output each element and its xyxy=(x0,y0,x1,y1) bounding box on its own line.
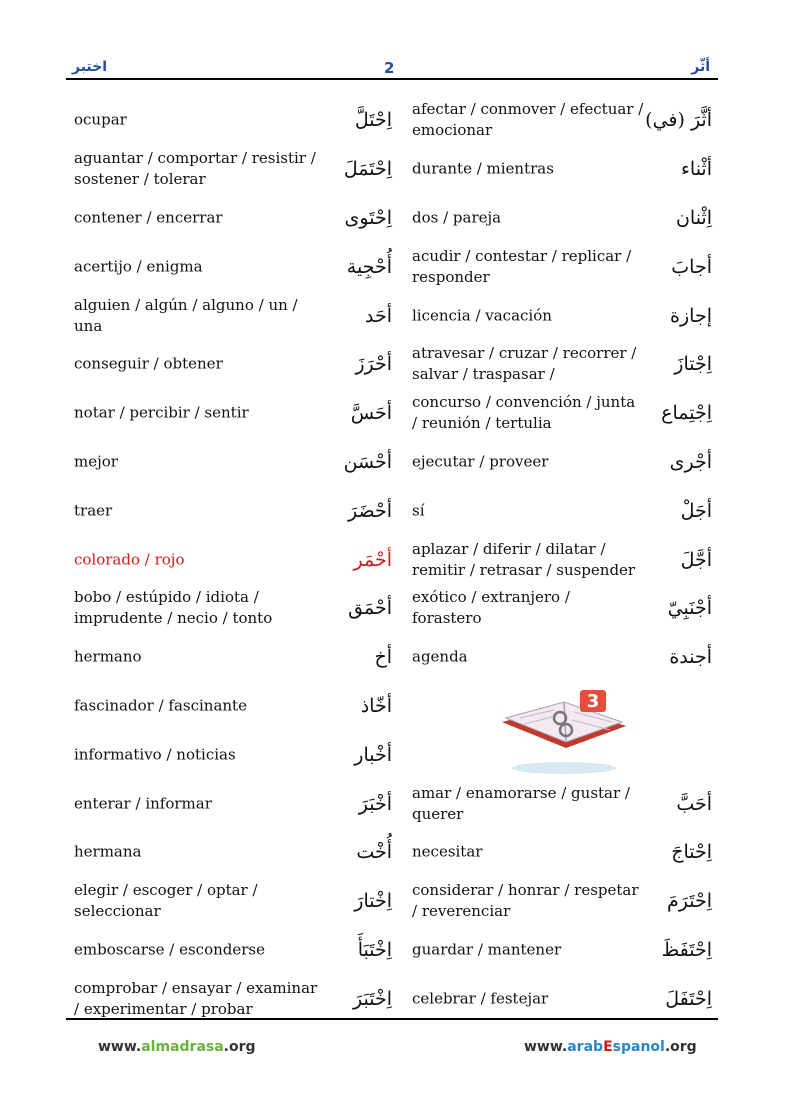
agenda-book-icon xyxy=(494,682,634,778)
arabic-word: اِثْنان xyxy=(675,206,712,229)
arabic-word: أخْبار xyxy=(354,743,392,766)
spanish-translation: notar / percibir / sentir xyxy=(74,403,249,422)
footer-link-arabespanol[interactable]: www.arabEspanol.org xyxy=(524,1039,697,1055)
arabic-word: أُخْت xyxy=(356,841,392,864)
arabic-word: إجازة xyxy=(670,304,712,327)
vocab-entry-right xyxy=(404,828,718,877)
vocabulary-table xyxy=(66,96,718,1023)
arabic-word: أجابَ xyxy=(671,255,712,278)
spanish-translation: durante / mientras xyxy=(412,159,554,178)
arabic-word: اِحْتَمَلَ xyxy=(343,158,392,181)
vocab-entry-right xyxy=(404,438,718,487)
spanish-translation: aplazar / diferir / dilatar / remitir / retrasar / suspender xyxy=(412,539,636,579)
spanish-translation: atravesar / cruzar / recorrer / salvar / traspasar / xyxy=(412,344,637,384)
vocab-entry-left xyxy=(66,828,392,877)
arabic-word: أحْسَن xyxy=(343,450,392,473)
arabic-word: اِحْتَفَلَ xyxy=(665,987,712,1010)
arabic-word: اِحْتاجَ xyxy=(671,841,712,864)
vocab-entry-right xyxy=(404,877,718,926)
vocab-entry-left xyxy=(66,340,392,389)
spanish-translation: elegir / escoger / optar / seleccionar xyxy=(74,881,258,921)
spanish-translation: enterar / informar xyxy=(74,794,212,813)
vocab-entry-left xyxy=(66,438,392,487)
arabic-word: أجَلْ xyxy=(680,499,712,522)
vocab-row xyxy=(66,340,718,389)
vocab-row xyxy=(66,584,718,633)
vocab-entry-right xyxy=(404,974,718,1023)
vocab-entry-right xyxy=(404,291,718,340)
spanish-translation: afectar / conmover / efectuar / emocionar xyxy=(412,100,644,140)
spanish-translation: sí xyxy=(412,501,425,520)
vocab-row xyxy=(66,877,718,926)
vocab-row xyxy=(66,389,718,438)
vocab-entry-left xyxy=(66,242,392,291)
spanish-translation: comprobar / ensayar / examinar / experimentar / probar xyxy=(74,978,318,1018)
arabic-word: أجْرى xyxy=(669,450,712,473)
vocab-entry-left xyxy=(66,730,392,779)
vocab-row xyxy=(66,438,718,487)
footer-link-almadrasa[interactable]: www.almadrasa.org xyxy=(98,1039,256,1055)
vocab-row xyxy=(66,926,718,975)
spanish-translation: celebrar / festejar xyxy=(412,989,549,1008)
spanish-translation: licencia / vacación xyxy=(412,306,552,325)
vocab-row xyxy=(66,974,718,1023)
spanish-translation: acertijo / enigma xyxy=(74,257,203,276)
arabic-word: أخّاذ xyxy=(360,694,392,717)
vocab-entry-left xyxy=(66,926,392,975)
spanish-translation: fascinador / fascinante xyxy=(74,696,247,715)
arabic-word: أخ xyxy=(374,646,392,669)
arabic-word: أحَسَّ xyxy=(350,402,392,425)
spanish-translation: emboscarse / esconderse xyxy=(74,940,266,959)
vocab-entry-right xyxy=(404,584,718,633)
spanish-translation: hermano xyxy=(74,647,142,666)
vocab-entry-right xyxy=(404,779,718,828)
spanish-translation: colorado / rojo xyxy=(74,550,185,569)
vocab-entry-left xyxy=(66,974,392,1023)
arabic-word: اِحْتَفَظَ xyxy=(661,938,712,961)
vocab-entry-left xyxy=(66,779,392,828)
vocab-entry-left xyxy=(66,682,392,731)
vocab-entry-right xyxy=(404,926,718,975)
arabic-word: أجْنَبِيّ xyxy=(667,597,712,620)
vocab-row xyxy=(66,779,718,828)
vocab-entry-right xyxy=(404,145,718,194)
vocab-entry-right xyxy=(404,96,718,145)
arabic-word: اِخْتَبَأَ xyxy=(357,938,392,961)
arabic-word: اِجْتازَ xyxy=(674,353,712,376)
arabic-word: أجَّلَ xyxy=(680,548,712,571)
spanish-translation: dos / pareja xyxy=(412,208,502,227)
vocab-row xyxy=(66,291,718,340)
vocab-row xyxy=(66,828,718,877)
vocab-entry-left xyxy=(66,96,392,145)
arabic-word: أخْبَرَ xyxy=(358,792,392,815)
agenda-date-number: 3 xyxy=(586,691,600,712)
arabic-word: أحْضَرَ xyxy=(348,499,392,522)
spanish-translation: acudir / contestar / replicar / responder xyxy=(412,246,632,286)
vocab-row xyxy=(66,145,718,194)
header-right-word: أثّر xyxy=(691,59,710,75)
vocab-entry-right xyxy=(404,633,718,682)
vocab-entry-left xyxy=(66,389,392,438)
spanish-translation: mejor xyxy=(74,452,118,471)
spanish-translation: ocupar xyxy=(74,110,127,129)
spanish-translation: alguien / algún / alguno / un / una xyxy=(74,295,298,335)
spanish-translation: amar / enamorarse / gustar / querer xyxy=(412,783,630,823)
arabic-word: اِحْتَلَّ xyxy=(354,109,392,132)
vocab-entry-left xyxy=(66,633,392,682)
spanish-translation: necesitar xyxy=(412,842,483,861)
vocab-row xyxy=(66,242,718,291)
arabic-word: اِحْتَرَمَ xyxy=(666,890,712,913)
spanish-translation: conseguir / obtener xyxy=(74,354,223,373)
arabic-word: أثْناء xyxy=(680,158,712,181)
vocab-row xyxy=(66,633,718,682)
spanish-translation: bobo / estúpido / idiota / imprudente / necio / tonto xyxy=(74,588,273,628)
spanish-translation: considerar / honrar / respetar / reverenciar xyxy=(412,881,639,921)
vocab-row xyxy=(66,535,718,584)
spanish-translation: hermana xyxy=(74,842,142,861)
vocab-entry-left xyxy=(66,584,392,633)
vocab-entry-left xyxy=(66,486,392,535)
arabic-word: أحَبَّ xyxy=(676,792,712,815)
arabic-word: أثَّرَ (في) xyxy=(645,109,712,132)
arabic-word: أحْمَر xyxy=(353,548,392,571)
vocab-entry-left xyxy=(66,291,392,340)
vocab-entry-right xyxy=(404,340,718,389)
arabic-word: أحْرَزَ xyxy=(355,353,392,376)
arabic-word: أُحْجِية xyxy=(346,255,392,278)
page-number: 2 xyxy=(384,59,395,77)
arabic-word: اِخْتارَ xyxy=(354,890,392,913)
vocab-row xyxy=(66,96,718,145)
vocab-entry-right xyxy=(404,389,718,438)
spanish-translation: exótico / extranjero / forastero xyxy=(412,588,570,628)
page-header xyxy=(66,56,718,80)
vocab-entry-right xyxy=(404,194,718,243)
bottom-rule xyxy=(66,1018,718,1020)
vocab-entry-right xyxy=(404,486,718,535)
spanish-translation: ejecutar / proveer xyxy=(412,452,549,471)
arabic-word: أجندة xyxy=(669,646,712,669)
header-left-word: اختبر xyxy=(72,59,108,75)
spanish-translation: aguantar / comportar / resistir / sostener / tolerar xyxy=(74,149,316,189)
vocab-row xyxy=(66,194,718,243)
spanish-translation: contener / encerrar xyxy=(74,208,223,227)
spanish-translation: guardar / mantener xyxy=(412,940,562,959)
arabic-word: اِحْتَوى xyxy=(344,206,392,229)
arabic-word: اِخْتَبَرَ xyxy=(353,987,392,1010)
vocab-row xyxy=(66,486,718,535)
vocab-entry-right xyxy=(404,242,718,291)
vocab-entry-left xyxy=(66,535,392,584)
spanish-translation: concurso / convención / junta / reunión / tertulia xyxy=(412,393,636,433)
spanish-translation: traer xyxy=(74,501,113,520)
vocab-entry-left xyxy=(66,194,392,243)
vocab-entry-right xyxy=(404,535,718,584)
arabic-word: أحَد xyxy=(365,304,392,327)
arabic-word: أحْمَق xyxy=(348,597,392,620)
arabic-word: اِجْتِماع xyxy=(661,402,712,425)
spanish-translation: informativo / noticias xyxy=(74,745,236,764)
vocab-entry-left xyxy=(66,877,392,926)
vocab-entry-left xyxy=(66,145,392,194)
spanish-translation: agenda xyxy=(412,647,468,666)
